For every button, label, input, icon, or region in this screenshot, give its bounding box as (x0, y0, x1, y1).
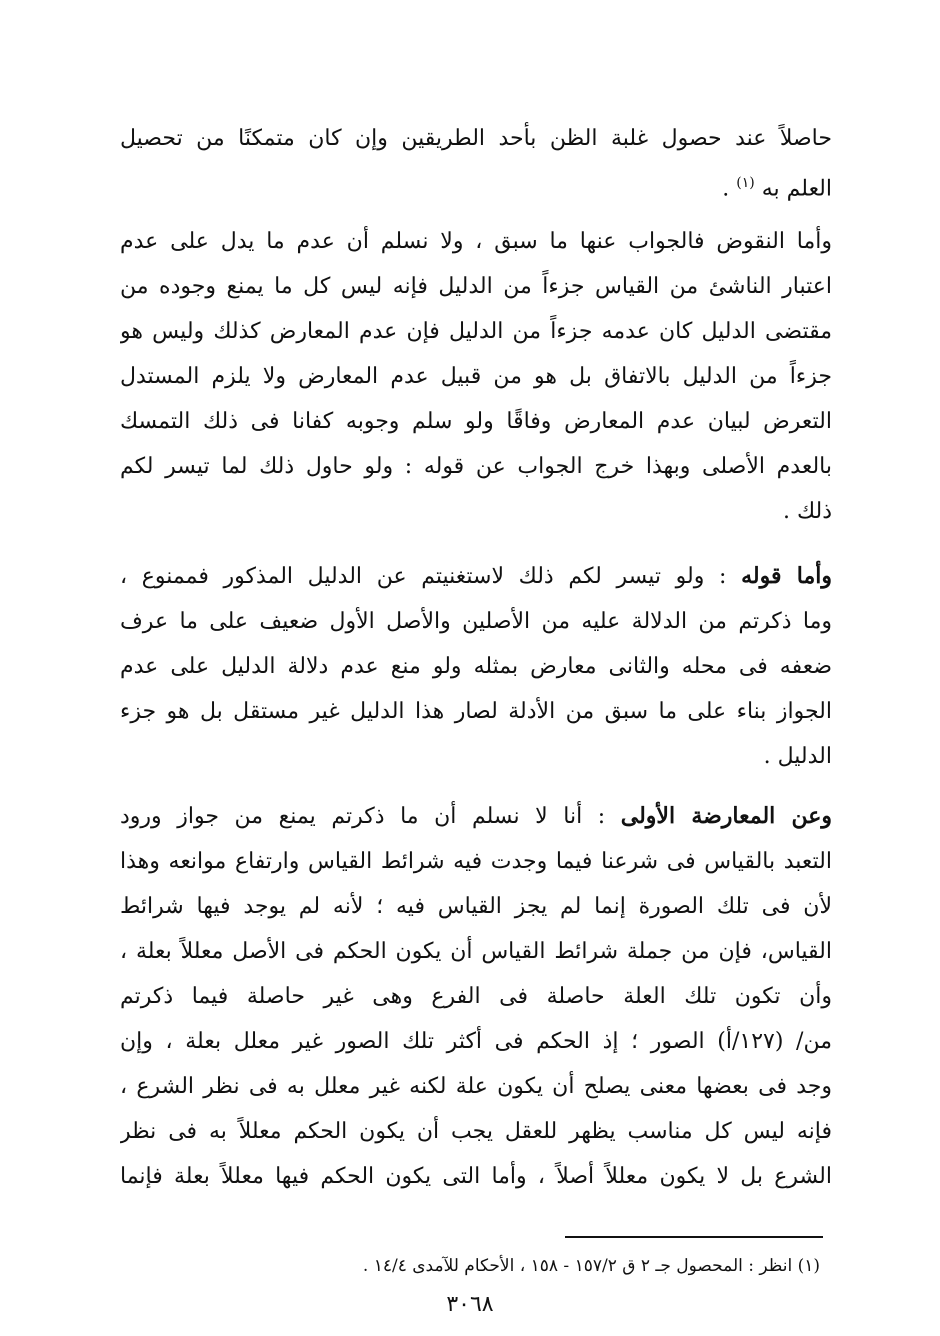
text-fragment: العلم به (761, 176, 832, 202)
text-line: جزءاً من الدليل بالاتفاق بل هو من قبيل عدم المعارض ولا يلزم المستدل (120, 364, 832, 389)
paragraph-1 (120, 116, 832, 206)
text-line: مقتضى الدليل كان عدمه جزءاً من الدليل فإن عدم المعارض كذلك وليس هو (120, 319, 832, 344)
text-line: التعبد بالقياس فى شرعنا فيما وجدت فيه شرائط القياس وارتفاع موانعه وهذا (120, 849, 832, 874)
text-line: ضعفه فى محله والثانى معارض بمثله ولو منع عدم دلالة الدليل على عدم (120, 654, 832, 679)
paragraph-2 (120, 219, 832, 534)
text-line: الجواز بناء على ما سبق من الأدلة لصار هذا الدليل غير مستقل بل هو جزء (120, 699, 832, 724)
text-line: بالعدم الأصلى وبهذا خرج الجواب عن قوله : ولو حاول ذلك لما تيسر لكم (120, 454, 832, 479)
text-line (120, 554, 832, 599)
text-line: ذلك . (782, 499, 832, 524)
text-line: القياس، فإن من جملة شرائط القياس أن يكون الحكم فى الأصل معللاً بعلة ، (120, 939, 832, 964)
text-line: حاصلاً عند حصول غلبة الظن بأحد الطريقين وإن كان متمكنًا من تحصيل (120, 126, 832, 151)
text-line: من/ (١٢٧/أ) الصور ؛ إذ الحكم فى أكثر تلك الصور غير معلل بعلة ، وإن (120, 1029, 832, 1054)
text-line: وأن تكون تلك العلة حاصلة فى الفرع وهى غير حاصلة فيما ذكرتم (120, 984, 832, 1009)
paragraph-lead: وعن المعارضة الأولى (620, 803, 832, 829)
text-line (120, 794, 832, 839)
paragraph-4 (120, 794, 832, 1199)
text-line: التعرض لبيان عدم المعارض وفاقًا ولو سلم وجوبه كفانا فى ذلك التمسك (120, 409, 832, 434)
text-line: فإنه ليس كل مناسب يظهر للعقل يجب أن يكون الحكم معللاً به فى نظر (120, 1119, 832, 1144)
footnote-marker: (١) (736, 175, 755, 191)
text-line: وجد فى بعضها معنى يصلح أن يكون علة لكنه غير معلل به فى نظر الشرع ، (120, 1074, 832, 1099)
footnote: (١) انظر : المحصول جـ ٢ ق ١٥٧/٢ - ١٥٨ ، الأحكام للآمدى ١٤/٤ . (362, 1256, 820, 1276)
text-line: الشرع بل لا يكون معللاً أصلاً ، وأما التى يكون الحكم فيها معللاً بعلة فإنما (120, 1164, 832, 1189)
footnote-divider (565, 1236, 823, 1238)
text-line: لأن فى تلك الصورة إنما لم يجز القياس فيه ؛ لأنه لم يوجد فيها شرائط (120, 894, 832, 919)
text-line: وأما النقوض فالجواب عنها ما سبق ، ولا نسلم أن عدم ما يدل على عدم (120, 229, 832, 254)
text-line (120, 161, 832, 206)
text-fragment: . (722, 176, 737, 202)
paragraph-3 (120, 554, 832, 779)
text-fragment: : ولو تيسر لكم ذلك لاستغنيتم عن الدليل المذكور فممنوع ، (120, 564, 742, 589)
paragraph-lead: وأما قوله (741, 563, 832, 589)
text-line: الدليل . (763, 744, 832, 769)
text-line: وما ذكرتم من الدلالة عليه من الأصلين والأصل الأول ضعيف على ما عرف (120, 609, 832, 634)
page-number: ٣٠٦٨ (446, 1292, 494, 1317)
text-fragment: : أنا لا نسلم أن ما ذكرتم يمنع من جواز ورود (120, 804, 621, 829)
text-line: اعتبار الناشئ من القياس جزءاً من الدليل فإنه ليس كل ما يمنع وجوده من (120, 274, 832, 299)
